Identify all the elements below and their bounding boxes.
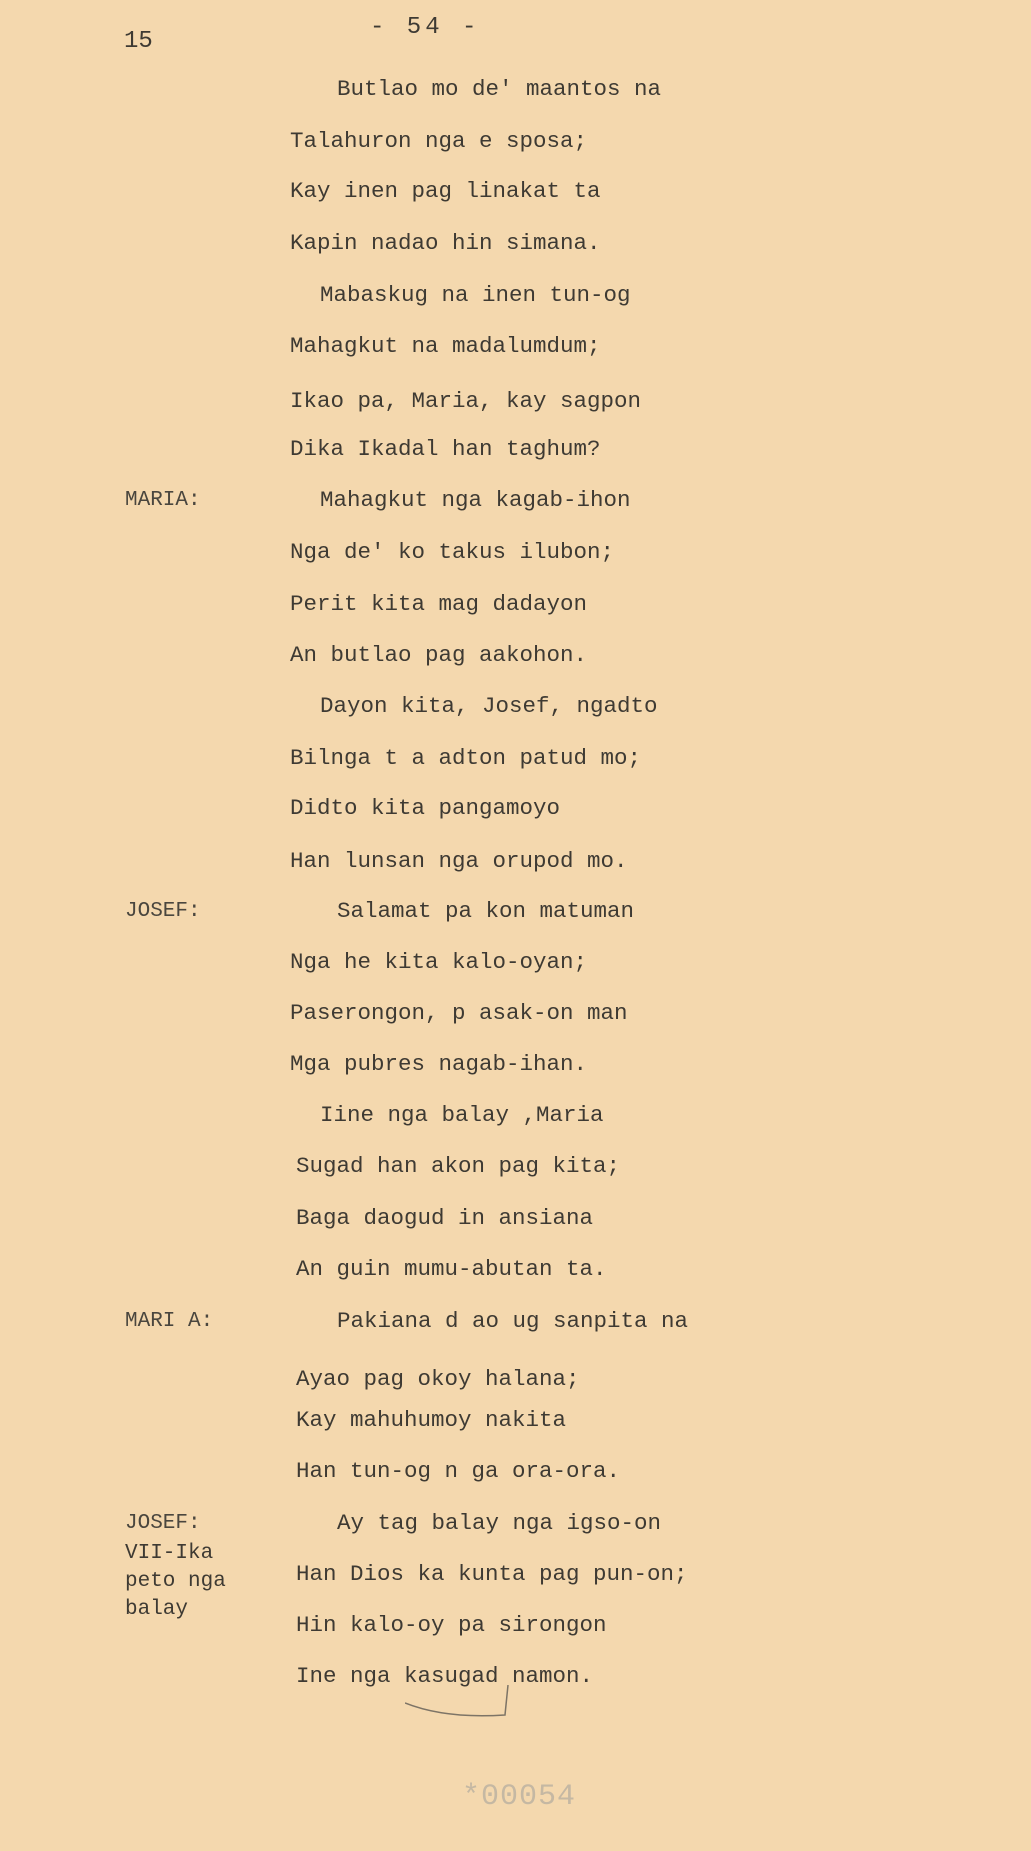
verse-line: Perit kita mag dadayon <box>290 591 588 617</box>
verse-line: Dayon kita, Josef, ngadto <box>320 693 658 719</box>
speaker-label: MARI A: <box>125 1310 214 1333</box>
scene-annotation <box>125 1540 226 1624</box>
verse-line: Bilnga t a adton patud mo; <box>290 745 642 771</box>
verse-line: Nga he kita kalo-oyan; <box>290 949 588 975</box>
speaker-label: JOSEF: <box>125 1512 201 1535</box>
verse-line: Kapin nadao hin simana. <box>290 230 601 256</box>
annotation-line: peto nga <box>125 1570 226 1593</box>
verse-line: Iine nga balay ,Maria <box>320 1102 604 1128</box>
verse-line: Han tun-og n ga ora-ora. <box>296 1458 621 1484</box>
verse-line: Mga pubres nagab-ihan. <box>290 1051 588 1077</box>
pencil-scribble <box>405 1685 525 1735</box>
archive-stamp: *00054 <box>462 1780 577 1814</box>
verse-line: Mahagkut nga kagab-ihon <box>320 487 631 513</box>
verse-line: Han lunsan nga orupod mo. <box>290 848 628 874</box>
verse-line: Mahagkut na madalumdum; <box>290 333 601 359</box>
verse-line: Ayao pag okoy halana; <box>296 1366 580 1392</box>
verse-line: Nga de' ko takus ilubon; <box>290 539 615 565</box>
annotation-line: VII-Ika <box>125 1542 214 1565</box>
verse-line: Sugad han akon pag kita; <box>296 1153 621 1179</box>
verse-line: Kay mahuhumoy nakita <box>296 1407 567 1433</box>
speaker-label: MARIA: <box>125 489 201 512</box>
verse-line: An butlao pag aakohon. <box>290 642 588 668</box>
verse-line: Dika Ikadal han taghum? <box>290 436 601 462</box>
verse-line: Baga daogud in ansiana <box>296 1205 594 1231</box>
verse-line: Han Dios ka kunta pag pun-on; <box>296 1561 688 1587</box>
verse-line: Ikao pa, Maria, kay sagpon <box>290 388 642 414</box>
verse-line: Paserongon, p asak-on man <box>290 1000 628 1026</box>
verse-line: Ay tag balay nga igso-on <box>337 1510 662 1536</box>
verse-line: Salamat pa kon matuman <box>337 898 635 924</box>
verse-line: Pakiana d ao ug sanpita na <box>337 1308 689 1334</box>
page-number: - 54 - <box>370 14 481 41</box>
verse-line: Talahuron nga e sposa; <box>290 128 588 154</box>
verse-line: Didto kita pangamoyo <box>290 795 561 821</box>
verse-line: Ine nga kasugad namon. <box>296 1663 594 1689</box>
speaker-label: JOSEF: <box>125 900 201 923</box>
annotation-line: balay <box>125 1598 189 1621</box>
verse-line: Hin kalo-oy pa sirongon <box>296 1612 607 1638</box>
verse-line: Butlao mo de' maantos na <box>337 76 662 102</box>
verse-line: Kay inen pag linakat ta <box>290 178 601 204</box>
verse-line: An guin mumu-abutan ta. <box>296 1256 607 1282</box>
corner-number: 15 <box>124 28 153 55</box>
verse-line: Mabaskug na inen tun-og <box>320 282 631 308</box>
